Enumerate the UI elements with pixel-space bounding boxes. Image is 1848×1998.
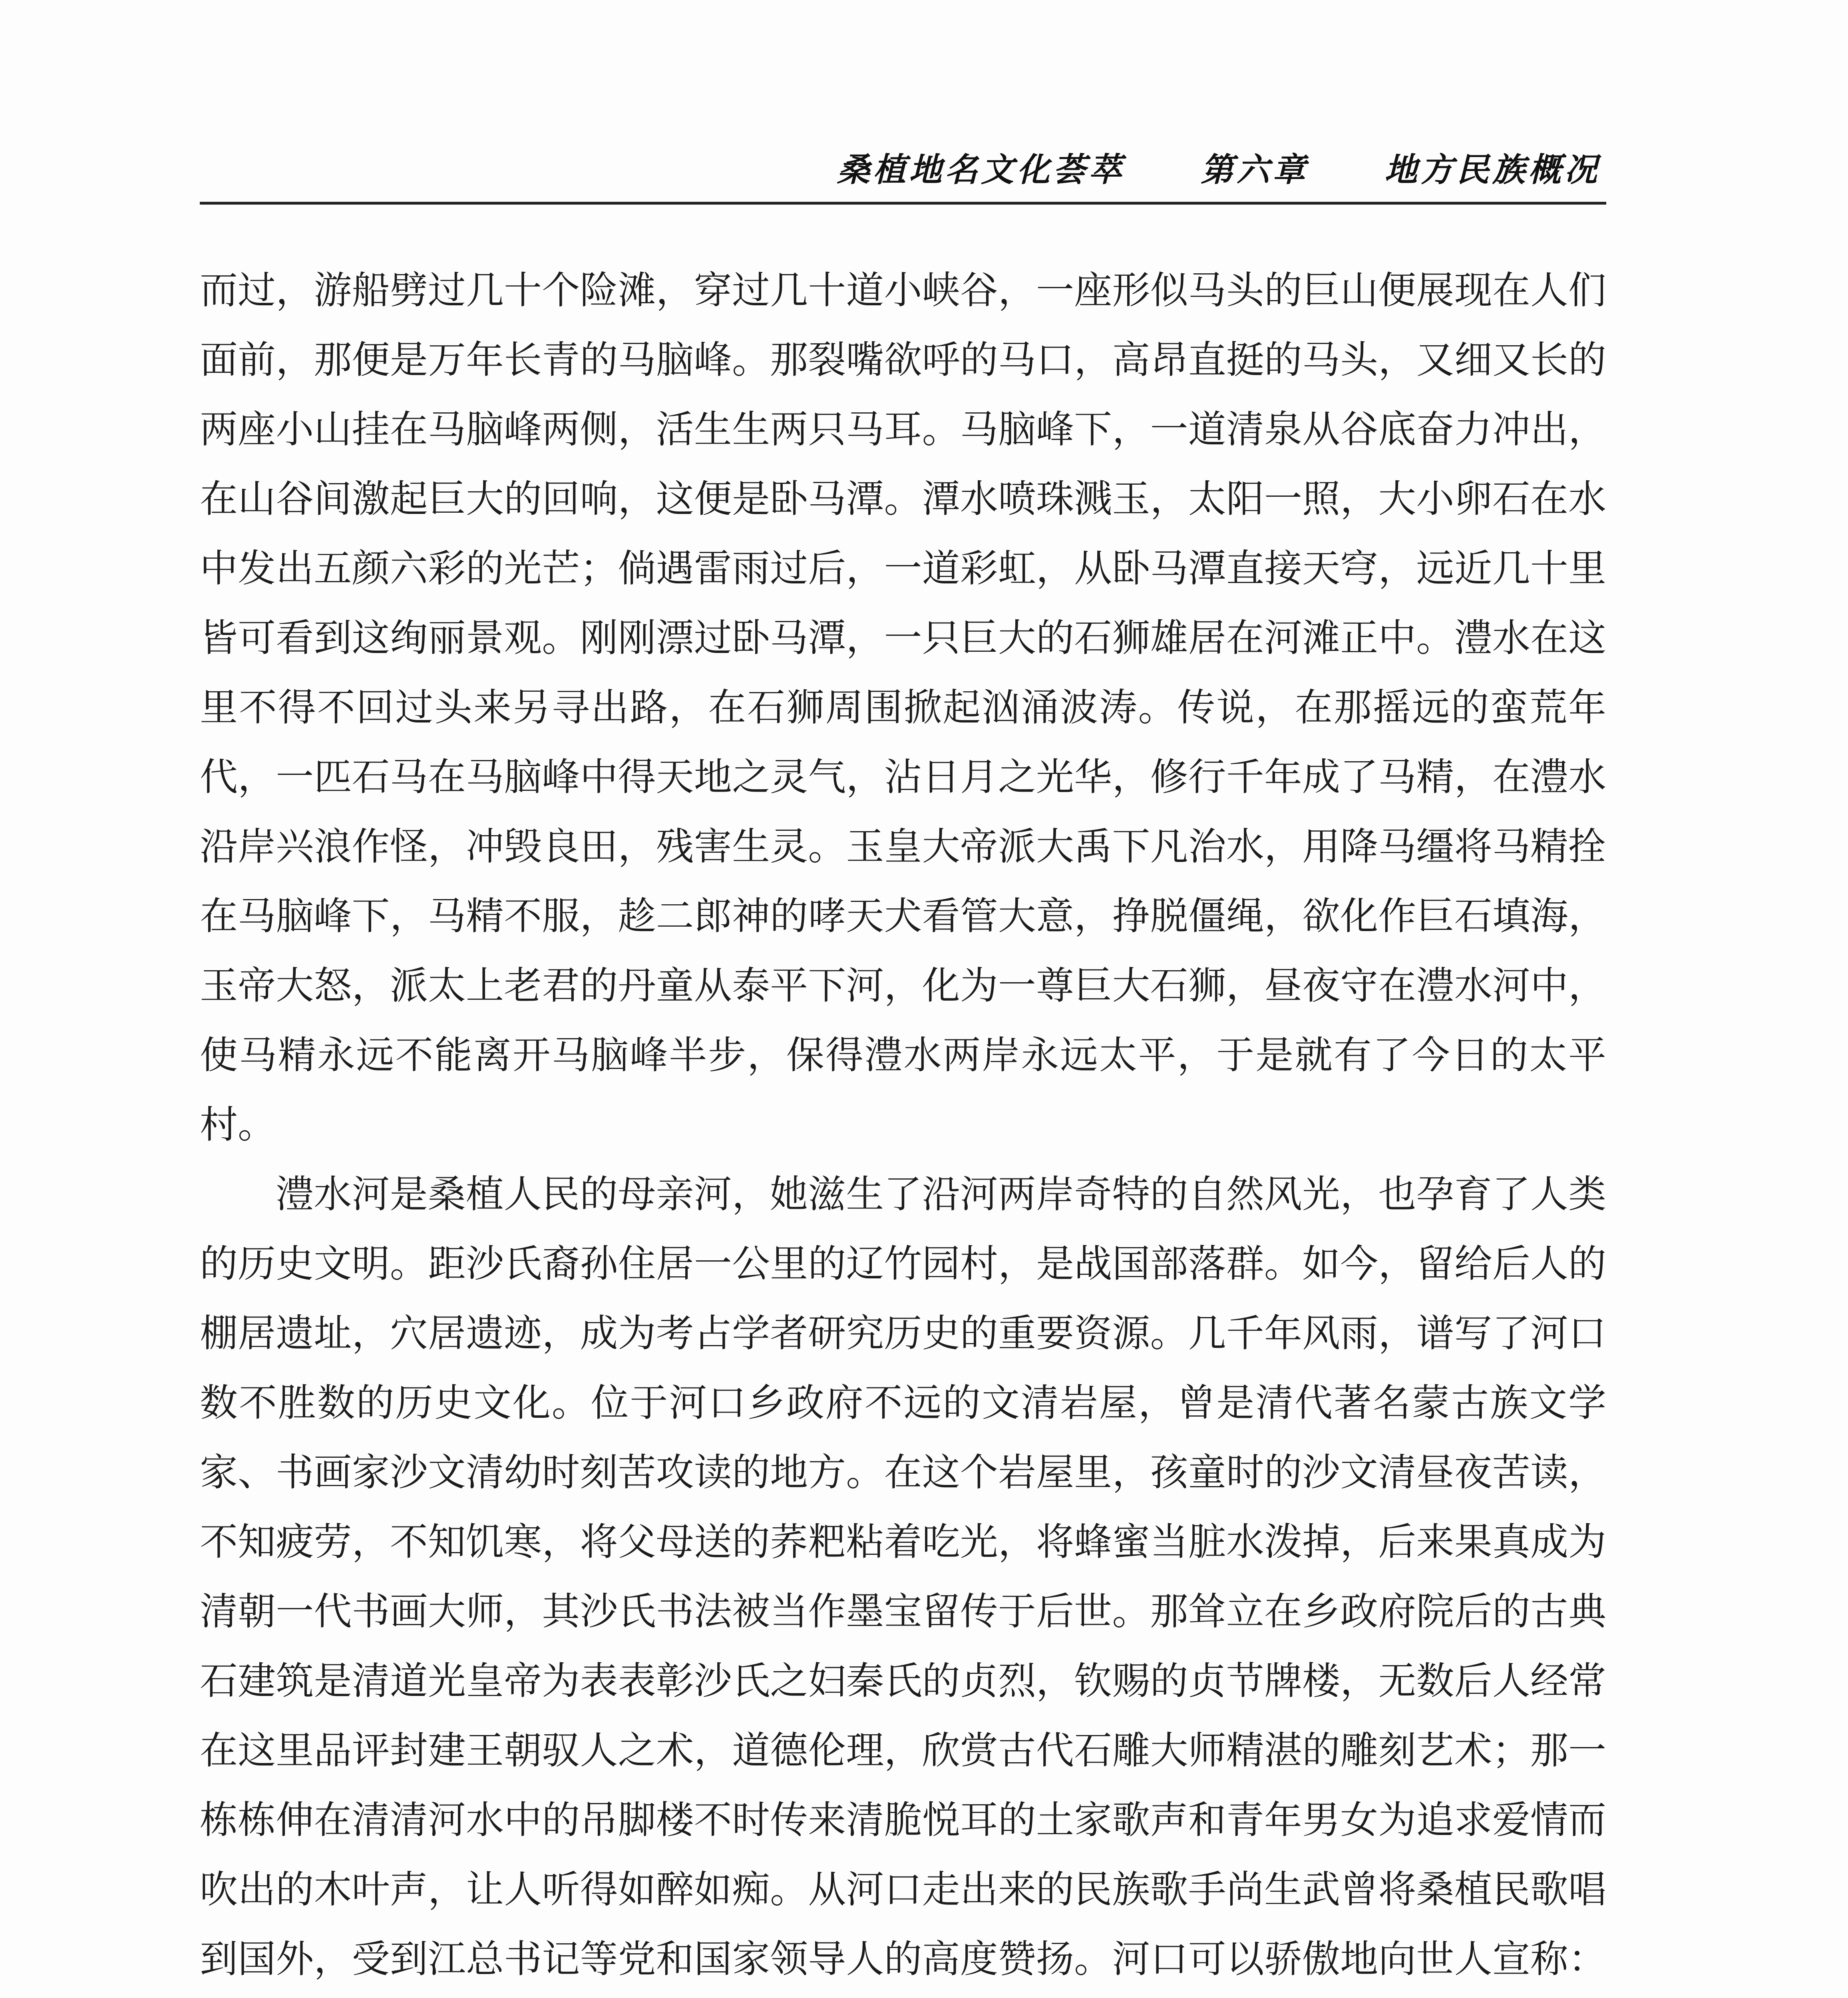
paragraph-continued: 而过，游船劈过几十个险滩，穿过几十道小峡谷，一座形似马头的巨山便展现在人们面前，那便是万年长青的马脑峰。那裂嘴欲呼的马口，高昂直挺的马头，又细又长的两座小山挂在马脑峰两侧，活生生两只马耳。马脑峰下，一道清泉从谷底奋力冲出，在山谷间激起巨大的回响，这便是卧马潭。潭水喷珠溅玉，太阳一照，大小卵石在水中发出五颜六彩的光芒；倘遇雷雨过后，一道彩虹，从卧马潭直接天穹，远近几十里皆可看到这绚丽景观。刚刚漂过卧马潭，一只巨大的石狮雄居在河滩正中。澧水在这里不得不回过头来另寻出路，在石狮周围掀起汹涌波涛。传说，在那摇远的蛮荒年代，一匹石马在马脑峰中得天地之灵气，沾日月之光华，修行千年成了马精，在澧水沿岸兴浪作怪，冲毁良田，残害生灵。玉皇大帝派大禹下凡治水，用降马缰将马精拴在马脑峰下，马精不服，趁二郎神的哮天犬看管大意，挣脱僵绳，欲化作巨石填海，玉帝大怒，派太上老君的丹童从泰平下河，化为一尊巨大石狮，昼夜守在澧水河中，使马精永远不能离开马脑峰半步，保得澧水两岸永远太平，于是就有了今日的太平村。 xyxy=(200,269,1606,1147)
chapter-title: 地方民族概况 xyxy=(1385,151,1600,189)
paragraph: 澧水河是桑植人民的母亲河，她滋生了沿河两岸奇特的自然风光，也孕育了人类的历史文明。距沙氏裔孙住居一公里的辽竹园村，是战国部落群。如今，留给后人的棚居遗址，穴居遗迹，成为考占学者研究历史的重要资源。几千年风雨，谱写了河口数不胜数的历史文化。位于河口乡政府不远的文清岩屋，曾是清代著名蒙古族文学家、书画家沙文清幼时刻苦攻读的地方。在这个岩屋里，孩童时的沙文清昼夜苦读，不知疲劳，不知饥寒，将父母送的荞粑粘着吃光，将蜂蜜当脏水泼掉，后来果真成为清朝一代书画大师，其沙氏书法被当作墨宝留传于后世。那耸立在乡政府院后的古典石建筑是清道光皇帝为表表彰沙氏之妇秦氏的贞烈，钦赐的贞节牌楼，无数后人经常在这里品评封建王朝驭人之术，道德伦理，欣赏古代石雕大师精湛的雕刻艺术；那一栋栋伸在清清河水中的吊脚楼不时传来清脆悦耳的土家歌声和青年男女为追求爱情而吹出的木叶声，让人听得如醉如痴。从河口走出来的民族歌手尚生武曾将桑植民歌唱到国外，受到江总书记等党和国家领导人的高度赞扬。河口可以骄傲地向世人宣称： xyxy=(200,1172,1606,1981)
header-rule xyxy=(200,202,1606,205)
book-title: 桑植地名文化荟萃 xyxy=(837,151,1125,189)
running-header xyxy=(837,144,1600,191)
chapter-number: 第六章 xyxy=(1201,151,1309,189)
body-text xyxy=(200,256,1606,1998)
